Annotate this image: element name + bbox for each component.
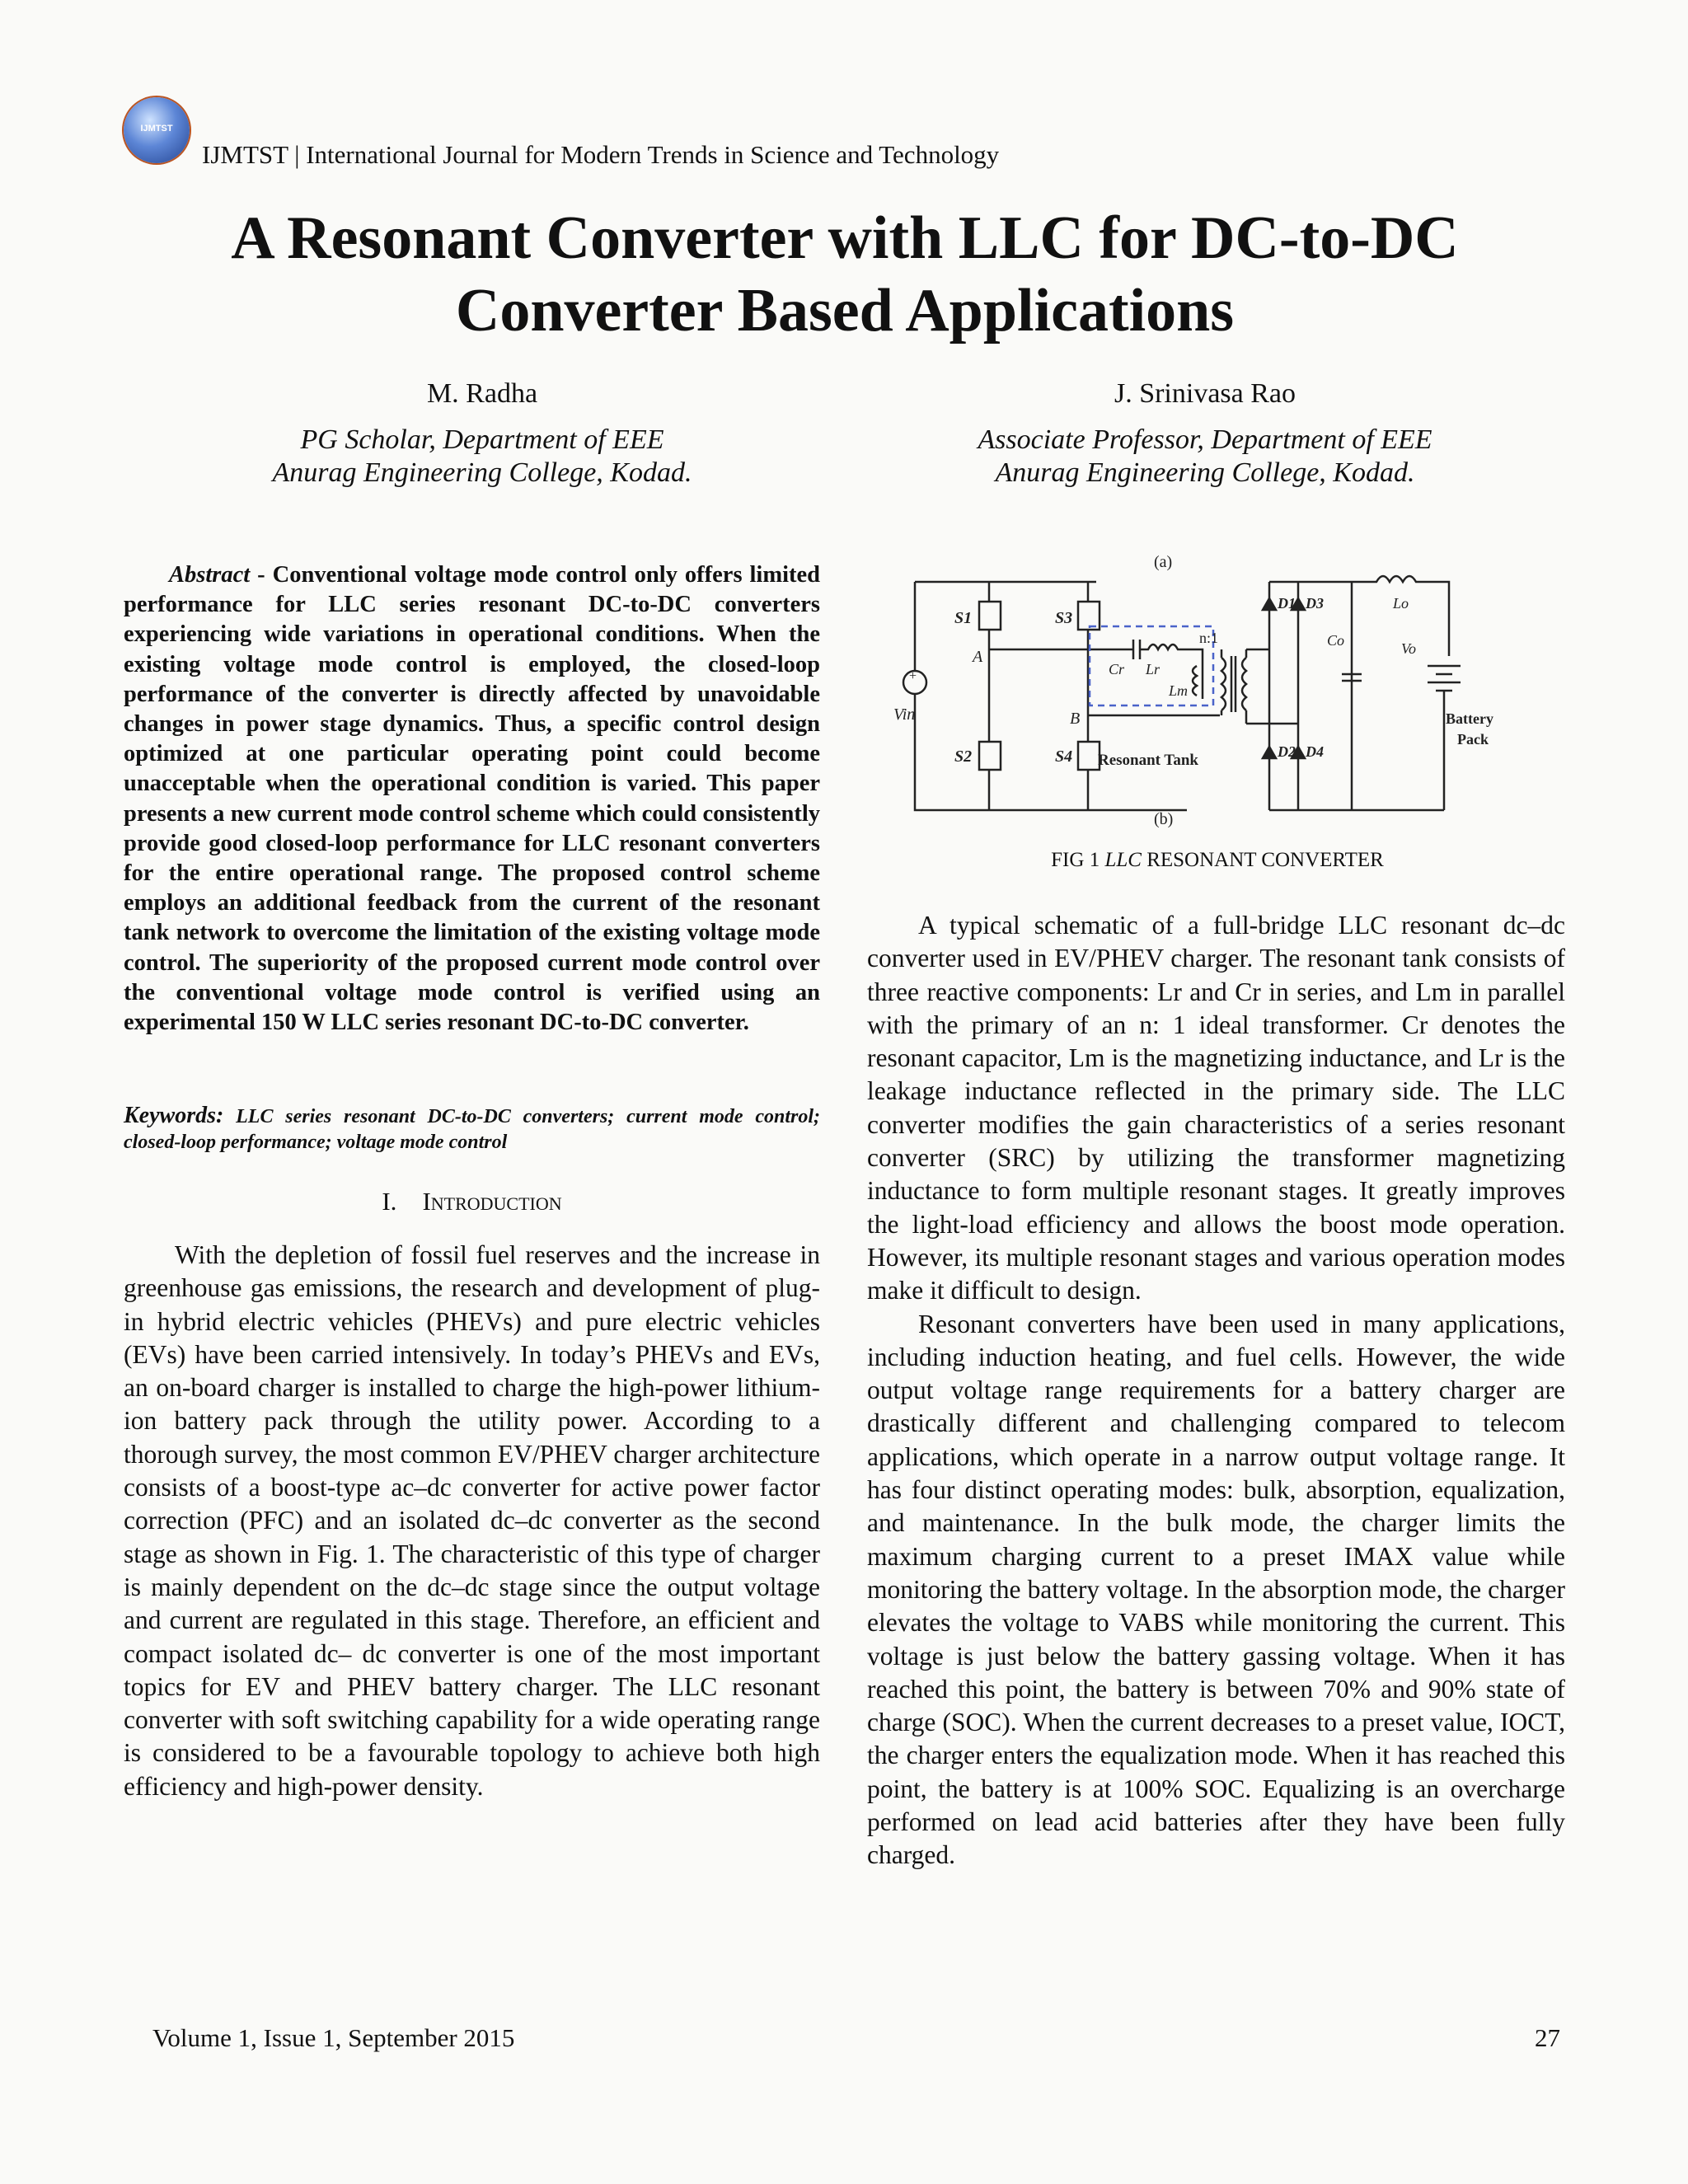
fig-label-b: (b) — [1154, 810, 1174, 828]
lm-label: Lm — [1169, 682, 1189, 699]
caption-prefix: FIG 1 — [1051, 849, 1105, 871]
lo-label: Lo — [1393, 595, 1409, 612]
vin-label: Vin — [893, 705, 916, 724]
s1-label: S1 — [954, 609, 973, 627]
d4-label: D4 — [1306, 743, 1324, 760]
diode-d2-icon — [1263, 747, 1276, 758]
s3-label: S3 — [1055, 609, 1073, 627]
battery-label-1: Battery — [1446, 710, 1493, 727]
caption-suffix: RESONANT CONVERTER — [1141, 849, 1384, 871]
d2-label: D2 — [1278, 743, 1296, 760]
svg-text:+: + — [909, 669, 917, 683]
intro-paragraph: With the depletion of fossil fuel reserves and the increase in greenhouse gas emissions, the research and development of plug-in hybrid electric vehicles (PHEVs) and pure electric vehicles (EVs) have been carried intensively. In today’s PHEVs and EVs, an on-board charger is installed to charge the high-power lithium-ion battery pack through the utility power. According to a thorough survey, the most common EV/PHEV charger architecture consists of a boost-type ac–dc converter for active power factor correction (PFC) and an isolated dc–dc converter as the second stage as shown in Fig. 1. The characteristic of this type of charger is mainly dependent on the dc–dc stage since the output voltage and current are regulated in this stage. Therefore, an efficient and compact isolated dc– dc converter is one of the most important topics for EV and PHEV battery charger. The LLC resonant converter with soft switching capability for a wide operating range is considered to be a favourable topology to achieve both high efficiency and high-power density. — [124, 1240, 820, 1801]
author-college: Anurag Engineering College, Kodad. — [272, 457, 692, 488]
author-position: PG Scholar, Department of EEE — [300, 424, 664, 455]
intro-body — [124, 1239, 820, 1803]
abstract-text: - Conventional voltage mode control only offers limited performance for LLC series resonant DC-to-DC converters experiencing wide variations in operational conditions. When the existing voltage mode control is employed, the closed-loop performance of the converter is directly affected by unavoidable changes in power stage dynamics. Thus, a specific control design optimized at one particular operating point could become unacceptable when the operational condition is varied. This paper presents a new current mode control scheme which could consistently provide good closed-loop performance for LLC resonant converters for the entire operational range. The proposed control scheme employs an additional feedback from the current of the resonant tank network to overcome the limitation of the existing voltage mode control. The superiority of the proposed current mode control over the conventional voltage mode control is verified using an experimental 150 W LLC series resonant DC-to-DC converter. — [124, 562, 820, 1036]
node-b-label: B — [1070, 710, 1081, 728]
author-name: M. Radha — [426, 378, 538, 409]
keywords-text: LLC series resonant DC-to-DC converters; current mode control; closed-loop performance; voltage mode control — [124, 1106, 820, 1153]
journal-header: IJMTST | International Journal for Modern Trends in Science and Technology — [202, 140, 1000, 169]
keywords-label: Keywords: — [124, 1103, 224, 1128]
resonant-tank-label: Resonant Tank — [1098, 752, 1198, 769]
llc-circuit-figure — [893, 551, 1500, 828]
diode-d1-icon — [1263, 598, 1276, 610]
battery-label-2: Pack — [1457, 731, 1489, 748]
right-column-body — [867, 909, 1565, 1872]
logo-text: IJMTST — [140, 124, 173, 134]
lm-inductor-icon — [1193, 666, 1197, 696]
lr-label: Lr — [1146, 661, 1160, 677]
title-line-1: A Resonant Converter with LLC for DC-to-DC — [231, 204, 1459, 272]
page-number: 27 — [1535, 2023, 1560, 2052]
node-a-label: A — [973, 648, 983, 666]
vo-label: Vo — [1401, 640, 1416, 657]
figure-caption — [867, 849, 1568, 872]
section-heading — [124, 1187, 820, 1216]
title-line-2: Converter Based Applications — [455, 277, 1235, 344]
section-title: Introduction — [422, 1187, 562, 1216]
switch-s2-icon — [979, 742, 1001, 770]
d1-label: D1 — [1278, 595, 1296, 612]
d3-label: D3 — [1306, 595, 1324, 612]
author-college: Anurag Engineering College, Kodad. — [995, 457, 1415, 488]
section-number: I. — [382, 1187, 397, 1216]
paper-title — [107, 202, 1582, 347]
right-paragraph-1: A typical schematic of a full-bridge LLC resonant dc–dc converter used in EV/PHEV charger. The resonant tank consists of three reactive components: Lr and Cr in series, and Lm in parallel with the primary of an n: 1 ideal transformer. Cr denotes the resonant capacitor, Lm is the magnetizing inductance, and Lr is the leakage inductance reflected in the primary side. The LLC converter modifies the gain characteristics of a series resonant converter (SRC) by utilizing the transformer magnetizing inductance to form multiple resonant stages. It greatly improves the light-load efficiency and allows the boost mode operation. However, its multiple resonant stages and various operation modes make it difficult to design. — [867, 911, 1565, 1305]
footer-volume: Volume 1, Issue 1, September 2015 — [152, 2023, 515, 2052]
keywords — [124, 1103, 820, 1155]
cr-label: Cr — [1109, 661, 1125, 677]
journal-logo — [124, 97, 190, 163]
author-1 — [169, 377, 795, 490]
switch-s4-icon — [1078, 742, 1100, 770]
transformer-secondary-icon — [1242, 658, 1246, 710]
abstract — [124, 560, 820, 1038]
ratio-label: n:1 — [1199, 630, 1219, 646]
author-2 — [892, 377, 1518, 490]
s4-label: S4 — [1055, 748, 1073, 766]
co-label: Co — [1327, 632, 1345, 649]
author-position: Associate Professor, Department of EEE — [978, 424, 1432, 455]
fig-label-a: (a) — [1154, 553, 1173, 571]
right-paragraph-2: Resonant converters have been used in many applications, including induction heating, and fuel cells. However, the wide output voltage range requirements for a battery charger are drastically different and challenging compared to telecom applications, which operate in a narrow output voltage range. It has four distinct operating modes: bulk, absorption, equalization, and maintenance. In the bulk mode, the charger limits the maximum charging current to a preset IMAX value while monitoring the battery voltage. In the absorption mode, the charger elevates the voltage to VABS while monitoring the current. This voltage is just below the battery gassing voltage. When it has reached this point, the battery is between 70% and 90% state of charge (SOC). When the current decreases to a preset value, IOCT, the charger enters the equalization mode. When it has reached this point, the battery is at 100% SOC. Equalizing is an overcharge performed on lead acid batteries after they have been fully charged. — [867, 1309, 1565, 1870]
caption-italic: LLC — [1104, 849, 1142, 871]
abstract-label: Abstract — [169, 562, 251, 588]
s2-label: S2 — [954, 748, 973, 766]
switch-s1-icon — [979, 602, 1001, 630]
author-name: J. Srinivasa Rao — [1114, 378, 1296, 409]
transformer-primary-icon — [1221, 658, 1226, 710]
